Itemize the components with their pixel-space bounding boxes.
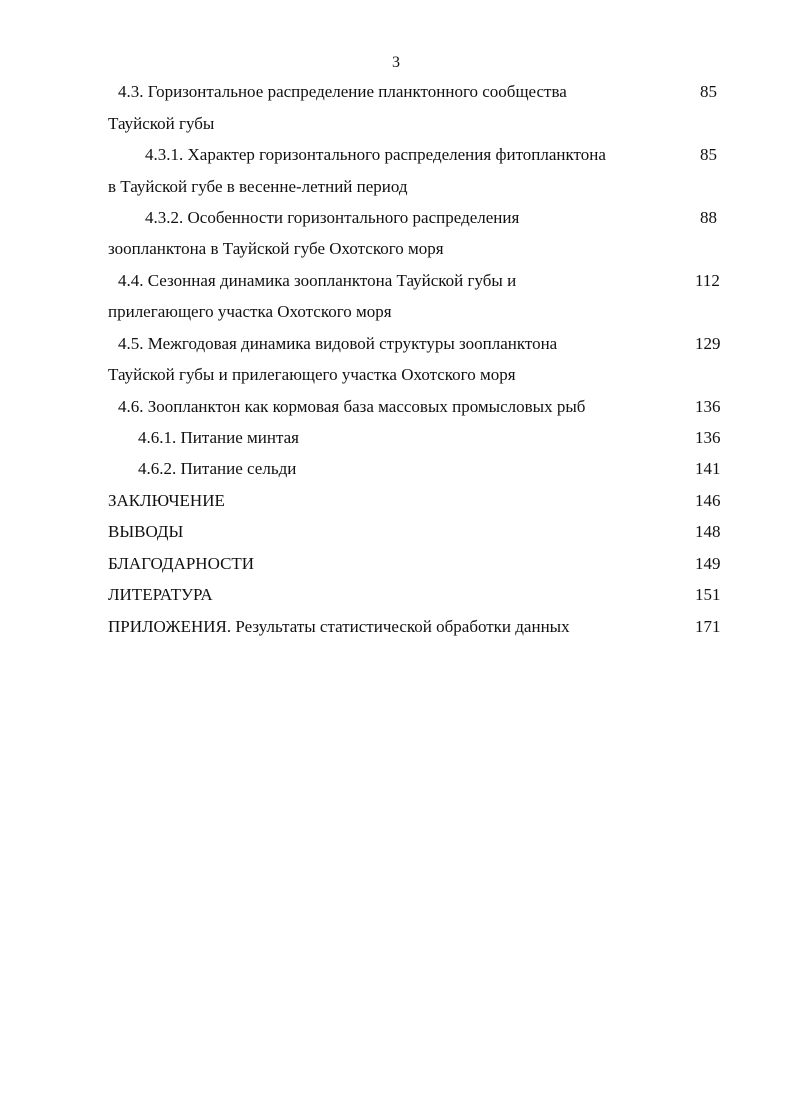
toc-entry-findings-page[interactable]: 148 [695,522,721,541]
toc-entry-4-6-page[interactable]: 136 [695,397,721,416]
toc-entry-acknowledgements-title[interactable]: БЛАГОДАРНОСТИ [108,554,255,573]
toc-entry-4-3-1-title[interactable]: 4.3.1. Характер горизонтального распределения фитопланктона [145,145,606,164]
toc-entry-4-3-2-title[interactable]: 4.3.2. Особенности горизонтального распределения [145,208,520,227]
toc-entry-4-6-2-title[interactable]: 4.6.2. Питание сельди [138,459,297,478]
toc-entry-4-3-title[interactable]: 4.3. Горизонтальное распределение планктонного сообщества [118,82,567,101]
toc-entry-4-4-title[interactable]: 4.4. Сезонная динамика зоопланктона Тауйской губы и [118,271,517,290]
toc-entry-4-6-2-page[interactable]: 141 [695,459,721,478]
toc-entry-4-3-1-page[interactable]: 85 [700,145,717,164]
toc-entry-4-3-page[interactable]: 85 [700,82,717,101]
toc-entry-conclusion-page[interactable]: 146 [695,491,721,510]
toc-entry-4-6-1-title[interactable]: 4.6.1. Питание минтая [138,428,300,447]
toc-entry-4-3-2-title-cont[interactable]: зоопланктона в Тауйской губе Охотского моря [108,239,444,258]
toc-entry-findings-title[interactable]: ВЫВОДЫ [108,522,184,541]
toc-entry-4-5-page[interactable]: 129 [695,334,721,353]
page-number: 3 [392,54,400,71]
toc-entry-acknowledgements-page[interactable]: 149 [695,554,721,573]
toc-entry-conclusion-title[interactable]: ЗАКЛЮЧЕНИЕ [108,491,225,510]
toc-entry-4-3-title-cont[interactable]: Тауйской губы [108,114,215,133]
toc-entry-4-4-page[interactable]: 112 [695,271,720,290]
toc-entry-appendices-page[interactable]: 171 [695,617,721,636]
toc-entry-4-4-title-cont[interactable]: прилегающего участка Охотского моря [108,302,392,321]
toc-entry-4-6-1-page[interactable]: 136 [695,428,721,447]
toc-entry-4-3-1-title-cont[interactable]: в Тауйской губе в весенне-летний период [108,177,408,196]
toc-entry-4-5-title-cont[interactable]: Тауйской губы и прилегающего участка Охотского моря [108,365,516,384]
toc-entry-4-6-title[interactable]: 4.6. Зоопланктон как кормовая база массовых промысловых рыб [118,397,586,416]
toc-entry-4-3-2-page[interactable]: 88 [700,208,717,227]
toc-entry-literature-title[interactable]: ЛИТЕРАТУРА [108,585,213,604]
toc-entry-appendices-title[interactable]: ПРИЛОЖЕНИЯ. Результаты статистической обработки данных [108,617,570,636]
toc-entry-4-5-title[interactable]: 4.5. Межгодовая динамика видовой структуры зоопланктона [118,334,558,353]
toc-entry-literature-page[interactable]: 151 [695,585,721,604]
